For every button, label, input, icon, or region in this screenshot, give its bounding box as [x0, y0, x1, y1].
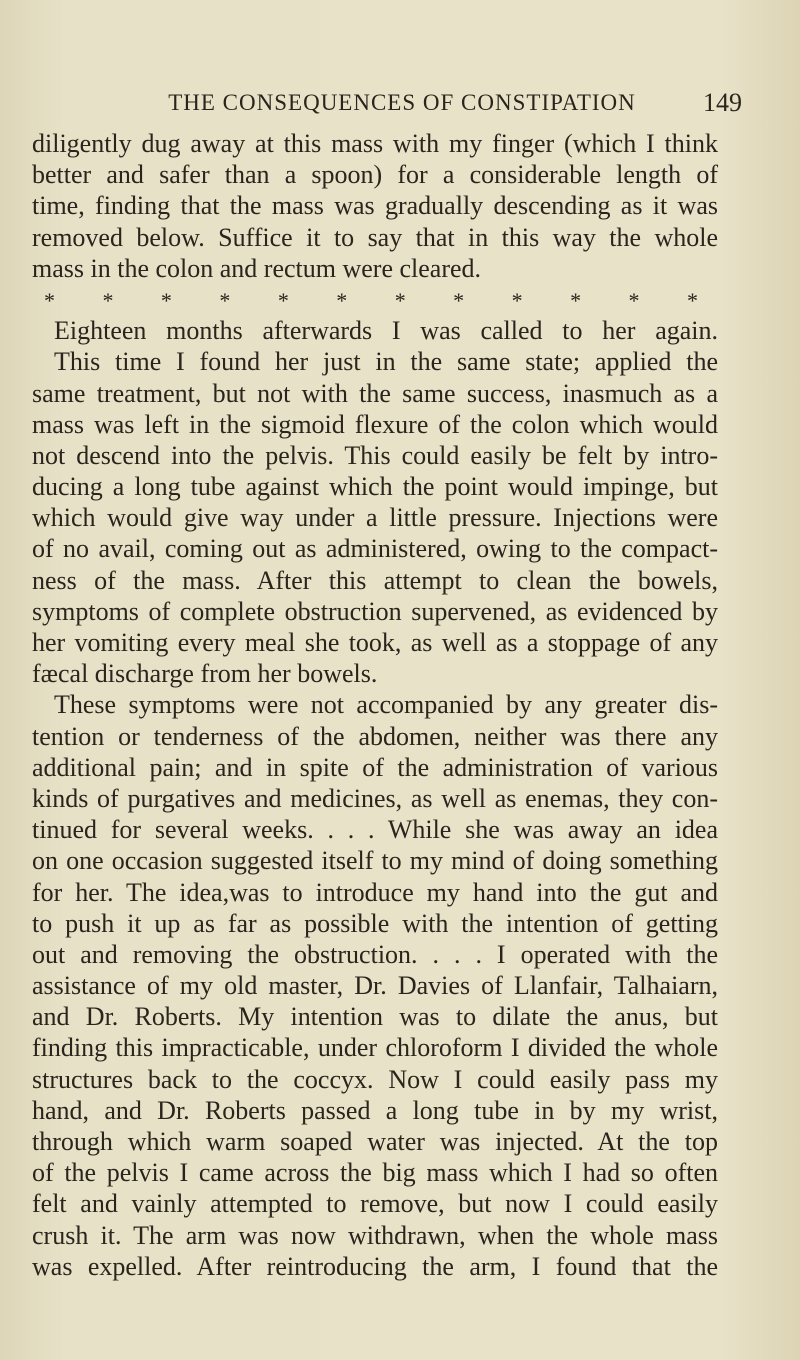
asterisk-mark: * [570, 287, 582, 313]
asterisk-mark: * [102, 287, 114, 313]
text-line: time, finding that the mass was gradually descending as it was [32, 191, 718, 221]
text-line: her vomiting every meal she took, as well as a stoppage of any [32, 628, 718, 657]
text-line: and Dr. Roberts. My intention was to dilate the anus, but [32, 1002, 718, 1032]
text-line: Eighteen months afterwards I was called to her again. [54, 316, 718, 346]
text-line: ducing a long tube against which the point would impinge, but [32, 472, 718, 502]
asterisk-mark: * [511, 287, 523, 313]
text-line: not descend into the pelvis. This could easily be felt by intro- [32, 440, 718, 470]
text-line: kinds of purgatives and medicines, as well as enemas, they con- [32, 783, 718, 813]
text-line: to push it up as far as possible with the intention of getting [32, 908, 718, 938]
page-header [62, 84, 742, 124]
text-line: which would give way under a little pressure. Injections were [32, 503, 718, 533]
text-line: on one occasion suggested itself to my mind of doing something [32, 846, 718, 876]
asterisk-mark: * [336, 287, 348, 313]
text-line: was expelled. After reintroducing the arm, I found that the [32, 1251, 718, 1281]
text-line: additional pain; and in spite of the administration of various [32, 752, 718, 782]
running-title: THE CONSEQUENCES OF CONSTIPATION [168, 90, 636, 115]
text-line: symptoms of complete obstruction supervened, as evidenced by [32, 596, 718, 626]
page-number: 149 [703, 88, 742, 117]
asterisk-mark: * [160, 287, 172, 313]
body-text [32, 128, 718, 1282]
text-line: crush it. The arm was now withdrawn, when the whole mass [32, 1220, 718, 1250]
section-break [32, 284, 718, 315]
text-line: removed below. Suffice it to say that in this way the whole [32, 222, 718, 252]
text-line: finding this impracticable, under chloroform I divided the whole [32, 1033, 718, 1063]
text-line: for her. The idea,was to introduce my hand into the gut and [32, 877, 718, 907]
asterisk-mark: * [453, 287, 465, 313]
text-line: ness of the mass. After this attempt to clean the bowels, [32, 565, 718, 595]
text-line: hand, and Dr. Roberts passed a long tube in by my wrist, [32, 1095, 718, 1125]
text-line: out and removing the obstruction. . . . I operated with the [32, 939, 718, 969]
text-line: of no avail, coming out as administered, owing to the compact- [32, 534, 718, 564]
text-line: better and safer than a spoon) for a considerable length of [32, 160, 718, 190]
text-line: assistance of my old master, Dr. Davies of Llanfair, Talhaiarn, [32, 971, 718, 1001]
asterisk-mark: * [686, 287, 698, 313]
text-line: through which warm soaped water was injected. At the top [32, 1127, 718, 1156]
text-line: mass in the colon and rectum were cleared. [32, 253, 482, 283]
text-line: tention or tenderness of the abdomen, neither was there any [32, 721, 718, 751]
asterisk-mark: * [277, 287, 289, 313]
text-line: tinued for several weeks. . . . While she was away an idea [32, 815, 718, 845]
text-line: same treatment, but not with the same success, inasmuch as a [32, 378, 718, 408]
asterisk-mark: * [394, 287, 406, 313]
text-line: structures back to the coccyx. Now I could easily pass my [32, 1064, 718, 1094]
text-line: These symptoms were not accompanied by any greater dis- [54, 690, 718, 720]
text-line: fæcal discharge from her bowels. [32, 659, 378, 689]
text-line: felt and vainly attempted to remove, but now I could easily [32, 1189, 718, 1219]
asterisk-mark: * [219, 287, 231, 313]
text-line: mass was left in the sigmoid flexure of the colon which would [32, 409, 718, 439]
text-line: diligently dug away at this mass with my finger (which I think [32, 129, 718, 158]
asterisk-mark: * [44, 287, 55, 313]
text-line: This time I found her just in the same state; applied the [54, 347, 718, 377]
asterisk-mark: * [628, 287, 640, 313]
text-line: of the pelvis I came across the big mass which I had so often [32, 1158, 718, 1188]
